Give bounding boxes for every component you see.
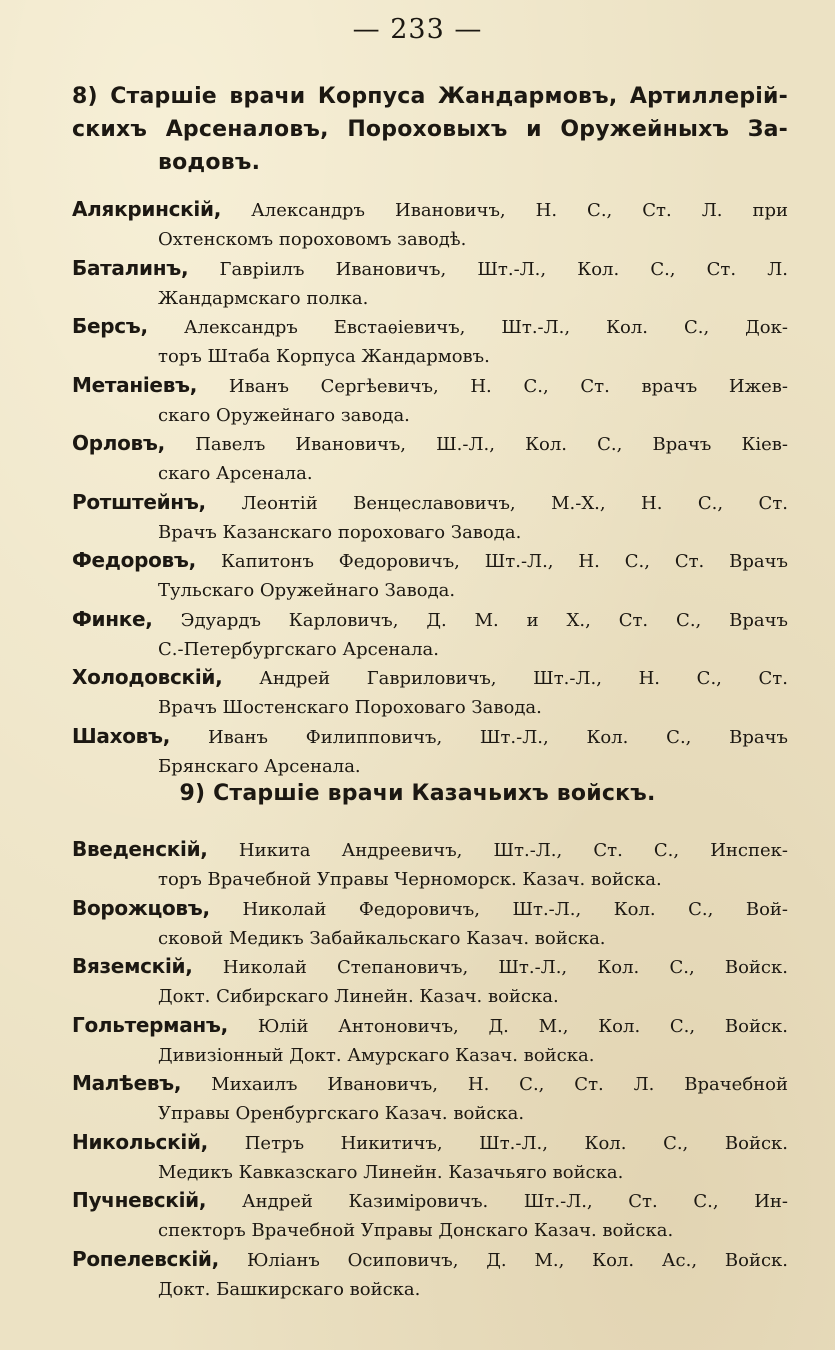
entry-continuation: скаго Оружейнаго завода.: [158, 404, 410, 426]
entry: [72, 663, 788, 722]
entry-continuation: Докт. Сибирскаго Линейн. Казач. войска.: [158, 986, 559, 1007]
entry-surname: Орловъ,: [72, 431, 165, 455]
entry-details: Андрей Казиміровичъ. Шт.-Л., Ст. С., Ин-: [241, 1191, 788, 1212]
entry-surname: Никольскій,: [72, 1129, 208, 1154]
entry-continuation: сковой Медикъ Забайкальскаго Казач. войска.: [158, 927, 606, 949]
entry-details: Александръ Евстаѳіевичъ, Шт.-Л., Кол. С., Док-: [183, 317, 788, 338]
entry-continuation: торъ Штаба Корпуса Жандармовъ.: [158, 346, 490, 367]
entry-continuation: Жандармскаго полка.: [158, 287, 369, 309]
entry-continuation: торъ Врачебной Управы Черноморск. Казач. войска.: [158, 869, 662, 890]
entry: [72, 254, 788, 313]
section-8-entries: [72, 195, 788, 780]
entry-details: Юлій Антоновичъ, Д. М., Кол. С., Войск.: [257, 1015, 788, 1037]
entry-surname: Федоровъ,: [72, 548, 196, 572]
entry: [72, 371, 788, 430]
entry-details: Гавріилъ Ивановичъ, Шт.-Л., Кол. С., Ст. Л.: [219, 258, 788, 280]
entry-continuation: Врачъ Казанскаго пороховаго Завода.: [158, 521, 522, 543]
section-8-title-line-3: водовъ.: [158, 150, 261, 175]
entry-surname: Ворожцовъ,: [72, 895, 210, 920]
section-8-title-line-1: 8) Старшіе врачи Корпуса Жандармовъ, Артиллерій-: [72, 84, 788, 109]
entry-details: Павелъ Ивановичъ, Ш.-Л., Кол. С., Врачъ Кіев-: [195, 434, 788, 455]
entry: [72, 546, 788, 605]
entry: [72, 722, 788, 781]
entry-surname: Малѣевъ,: [72, 1071, 182, 1095]
entry-details: Никита Андреевичъ, Шт.-Л., Ст. С., Инспек-: [238, 840, 788, 861]
entry-details: Юліанъ Осиповичъ, Д. М., Кол. Ас., Войск.: [246, 1249, 788, 1271]
entry-details: Капитонъ Федоровичъ, Шт.-Л., Н. С., Ст. Врачъ: [221, 551, 788, 572]
entry-continuation: Тульскаго Оружейнаго Завода.: [158, 580, 456, 601]
entry: [72, 1011, 788, 1070]
entry-continuation: Врачъ Шостенскаго Пороховаго Завода.: [158, 697, 542, 718]
entry-surname: Гольтерманъ,: [72, 1012, 228, 1037]
entry-surname: Холодовскій,: [72, 665, 223, 689]
entry-continuation: Управы Оренбургскаго Казач. войска.: [158, 1103, 525, 1124]
entry-surname: Пучневскій,: [72, 1188, 207, 1212]
entry-details: Андрей Гавриловичъ, Шт.-Л., Н. С., Ст.: [259, 668, 788, 689]
entry-surname: Вяземскій,: [72, 954, 193, 978]
page-number: — 233 —: [352, 14, 483, 45]
entry-continuation: Докт. Башкирскаго войска.: [158, 1278, 421, 1300]
entry: [72, 1245, 788, 1304]
entry-continuation: С.-Петербургскаго Арсенала.: [158, 638, 439, 660]
entry-continuation: Медикъ Кавказскаго Линейн. Казачьяго войска.: [158, 1161, 624, 1183]
entry: [72, 952, 788, 1011]
entry-details: Эдуардъ Карловичъ, Д. М. и Х., Ст. С., Врачъ: [180, 609, 788, 631]
entry: [72, 605, 788, 664]
entry-surname: Баталинъ,: [72, 255, 189, 280]
entry-surname: Ротштейнъ,: [72, 489, 206, 514]
entry-surname: Введенскій,: [72, 837, 208, 861]
section-8-title: [72, 80, 788, 179]
entry: [72, 1128, 788, 1187]
entry: [72, 1069, 788, 1128]
entry-details: Александръ Ивановичъ, Н. С., Ст. Л. при: [251, 200, 788, 221]
entry-continuation: спекторъ Врачебной Управы Донскаго Казач. войска.: [158, 1220, 674, 1241]
entry-surname: Финке,: [72, 606, 153, 631]
entry-details: Николай Степановичъ, Шт.-Л., Кол. С., Войск.: [222, 957, 788, 978]
entry: [72, 195, 788, 254]
entry: [72, 429, 788, 488]
section-8-title-line-2: скихъ Арсеналовъ, Пороховыхъ и Оружейныхъ За-: [72, 117, 788, 142]
entry-details: Иванъ Филипповичъ, Шт.-Л., Кол. С., Врачъ: [207, 726, 788, 748]
entry: [72, 1186, 788, 1245]
entry-details: Петръ Никитичъ, Шт.-Л., Кол. С., Войск.: [244, 1132, 788, 1154]
entry-continuation: Охтенскомъ пороховомъ заводѣ.: [158, 229, 467, 250]
entry: [72, 894, 788, 953]
entry-surname: Алякринскій,: [72, 197, 221, 221]
entry-surname: Берсъ,: [72, 314, 148, 338]
entry-details: Николай Федоровичъ, Шт.-Л., Кол. С., Вой-: [242, 898, 788, 920]
entry-surname: Метаніевъ,: [72, 372, 198, 397]
entry: [72, 835, 788, 894]
section-9-title: 9) Старшіе врачи Казачьихъ войскъ.: [179, 781, 656, 806]
entry-details: Иванъ Сергѣевичъ, Н. С., Ст. врачъ Ижев-: [228, 375, 788, 397]
entry-details: Леонтій Венцеславовичъ, М.-Х., Н. С., Ст.: [241, 492, 788, 514]
entry: [72, 488, 788, 547]
entry-surname: Шаховъ,: [72, 723, 171, 748]
entry-continuation: Дивизіонный Докт. Амурскаго Казач. войска.: [158, 1044, 595, 1066]
entry-continuation: скаго Арсенала.: [158, 463, 313, 484]
entry: [72, 312, 788, 371]
entry-details: Михаилъ Ивановичъ, Н. С., Ст. Л. Врачебной: [211, 1074, 788, 1095]
entry-continuation: Брянскаго Арсенала.: [158, 755, 361, 777]
section-9-entries: [72, 835, 788, 1303]
entry-surname: Ропелевскій,: [72, 1246, 219, 1271]
